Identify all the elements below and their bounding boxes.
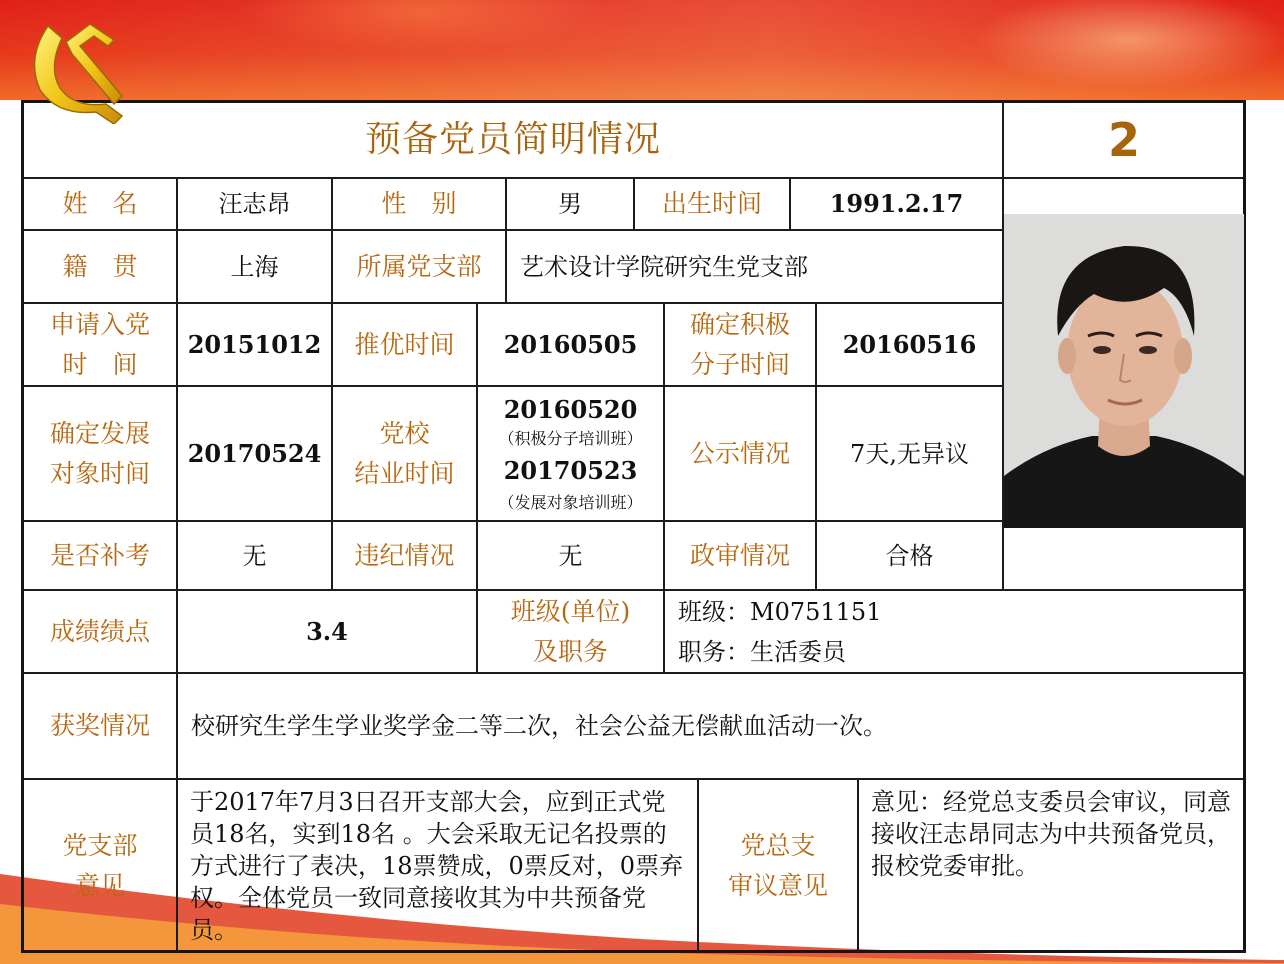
branch-value: 艺术设计学院研究生党支部 (520, 252, 808, 281)
branch-opinion-label: 党支部 意见 (62, 831, 138, 900)
branch-label: 所属党支部 (356, 251, 482, 281)
activist-time-value: 20160516 (842, 329, 977, 359)
apply-time-label: 申请入党 时 间 (49, 309, 150, 379)
class-duty-value: 班级：M0751151 职务：生活委员 (678, 597, 882, 666)
gpa-label: 成绩绩点 (49, 616, 150, 646)
discipline-value: 无 (558, 541, 583, 570)
page-title: 预备党员简明情况 (364, 119, 661, 160)
publicity-value: 7天,无异议 (850, 439, 969, 468)
origin-label: 籍 贯 (62, 251, 138, 281)
development-time-label: 确定发展 对象时间 (49, 418, 150, 488)
makeup-exam-label: 是否补考 (49, 540, 150, 570)
party-school-label: 党校 结业时间 (354, 418, 455, 488)
political-review-label: 政审情况 (689, 540, 790, 570)
gender-label: 性 别 (381, 189, 457, 218)
recommend-time-label: 推优时间 (354, 329, 455, 359)
development-time-value: 20170524 (187, 438, 322, 468)
member-photo (1004, 214, 1244, 528)
gender-value: 男 (558, 190, 582, 218)
branch-opinion-text: 于2017年7月3日召开支部大会，应到正式党员18名，实到18名 。大会采取无记名投票的方式进行了表决，18票赞成，0票反对，0票弃权。全体党员一致同意接收其为中共预备党员。 (190, 788, 684, 944)
origin-value: 上海 (230, 252, 279, 281)
birth-value: 1991.2.17 (829, 189, 964, 218)
makeup-exam-value: 无 (242, 541, 267, 570)
party-school-value: 20160520 （积极分子培训班） 20170523 （发展对象培训班） (498, 394, 643, 512)
party-emblem-icon (18, 12, 158, 124)
name-label: 姓 名 (62, 189, 138, 218)
gpa-value: 3.4 (306, 616, 348, 646)
awards-label: 获奖情况 (49, 711, 150, 740)
publicity-label: 公示情况 (689, 438, 790, 468)
general-branch-opinion-label: 党总支 审议意见 (727, 831, 828, 900)
apply-time-value: 20151012 (187, 329, 322, 359)
page-number: 2 (1107, 113, 1140, 167)
birth-label: 出生时间 (661, 189, 762, 218)
recommend-time-value: 20160505 (503, 329, 638, 359)
awards-value: 校研究生学生学业奖学金二等二次，社会公益无偿献血活动一次。 (191, 712, 887, 740)
discipline-label: 违纪情况 (354, 540, 455, 570)
activist-time-label: 确定积极 分子时间 (689, 309, 790, 379)
class-duty-label: 班级(单位) 及职务 (510, 596, 631, 666)
political-review-value: 合格 (885, 541, 934, 570)
name-value: 汪志昂 (218, 190, 291, 218)
top-banner (0, 0, 1284, 100)
general-branch-opinion-text: 意见：经党总支委员会审议，同意接收汪志昂同志为中共预备党员，报校党委审批。 (871, 788, 1231, 880)
